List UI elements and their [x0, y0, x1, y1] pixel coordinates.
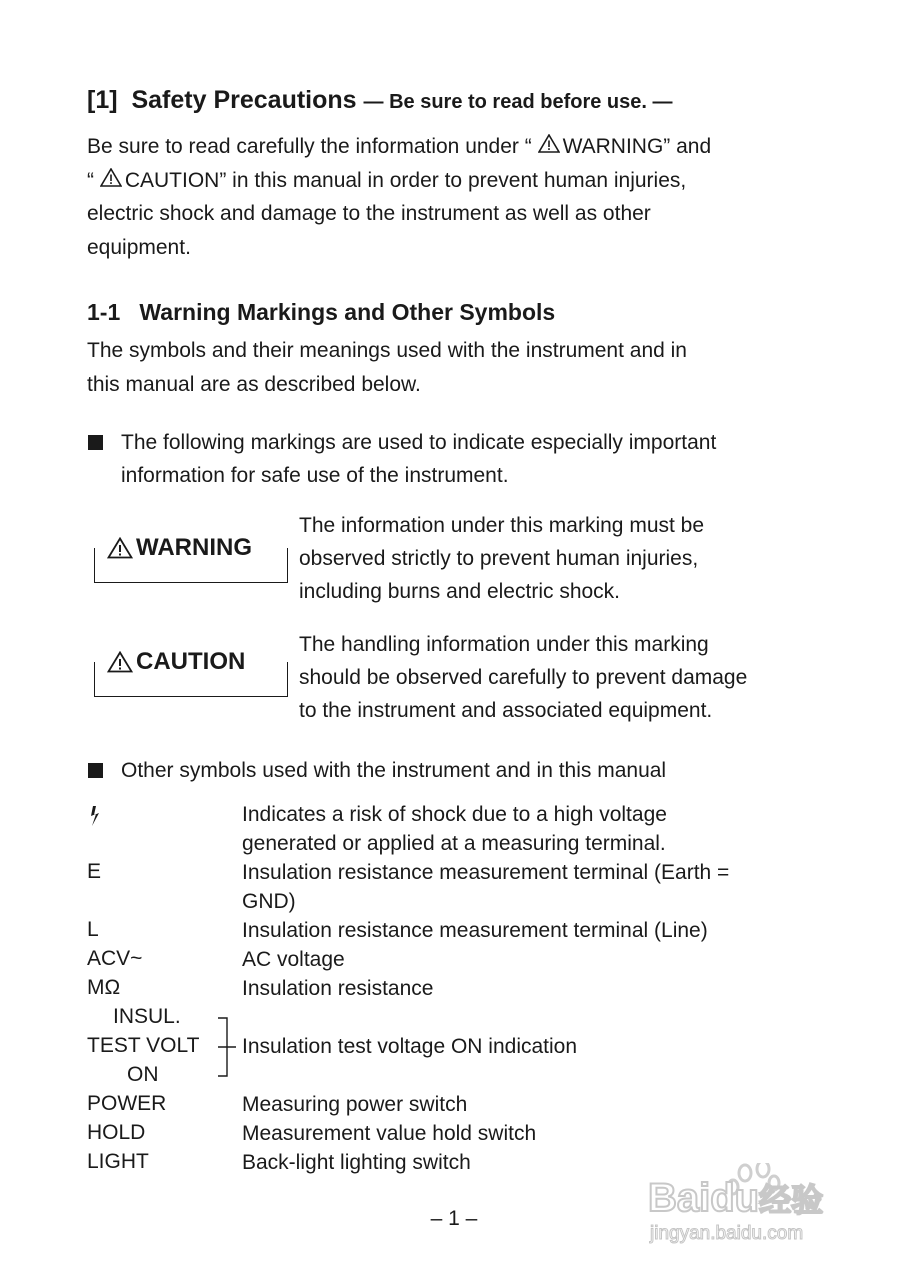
bullet-2-text: Other symbols used with the instrument and in this manual	[121, 759, 667, 782]
symbol-POWER: POWER	[87, 1092, 167, 1115]
symbol-E: E	[87, 860, 102, 883]
symbol-desc-LIGHT: Back-light lighting switch	[242, 1151, 471, 1174]
caution-description: The handling information under this marking should be observed carefully to prevent damage to the instrument and associated equipment.	[299, 633, 748, 722]
baidu-watermark	[648, 1163, 868, 1253]
heading-title: Safety Precautions	[131, 86, 357, 114]
symbol-MOhm: MΩ	[87, 976, 121, 999]
section-line-2: this manual are as described below.	[87, 372, 421, 396]
page-heading	[87, 86, 673, 115]
section-title: Warning Markings and Other Symbols	[139, 299, 556, 325]
caution-label: CAUTION	[104, 647, 248, 677]
symbol-desc-L: Insulation resistance measurement terminal (Line)	[242, 919, 708, 942]
symbol-desc-ACV: AC voltage	[242, 948, 345, 971]
bracket-icon	[214, 1015, 238, 1079]
lightning-icon	[88, 805, 102, 827]
symbol-desc-HOLD: Measurement value hold switch	[242, 1122, 537, 1145]
watermark-url: jingyan.baidu.com	[650, 1223, 804, 1244]
symbol-ACV: ACV~	[87, 947, 143, 970]
warning-label: WARNING	[104, 533, 255, 563]
section-number: 1-1	[87, 299, 121, 325]
section-heading	[87, 299, 555, 326]
heading-subtitle: — Be sure to read before use. —	[363, 91, 673, 113]
section-intro	[87, 334, 827, 401]
page-number: – 1 –	[430, 1207, 478, 1230]
heading-number: [1]	[87, 86, 118, 114]
intro-line-1: Be sure to read carefully the information under “ WARNING” and	[87, 135, 712, 158]
symbol-desc-shock: Indicates a risk of shock due to a high voltage generated or applied at a measuring terminal.	[242, 803, 667, 855]
section-line-1: The symbols and their meanings used with the instrument and in	[87, 339, 687, 362]
warning-description: The information under this marking must be observed strictly to prevent human injuries, including burns and electric shock.	[299, 514, 705, 603]
caution-triangle-icon	[107, 651, 133, 673]
symbol-desc-POWER: Measuring power switch	[242, 1093, 468, 1116]
symbol-insul: INSUL.	[113, 1005, 181, 1028]
intro-line-2: “ CAUTION” in this manual in order to prevent human injuries,	[87, 168, 687, 192]
bullet-1-text: The following markings are used to indicate especially important information for safe use of the instrument.	[121, 431, 717, 487]
intro-paragraph	[87, 130, 827, 264]
symbol-HOLD: HOLD	[87, 1121, 146, 1144]
warning-triangle-icon	[538, 134, 560, 153]
symbol-test-volt: TEST VOLT	[87, 1034, 200, 1057]
bullet-square-1	[88, 435, 103, 450]
watermark-brand: Baidu经验	[648, 1176, 824, 1220]
symbol-desc-E: Insulation resistance measurement terminal (Earth = GND)	[242, 861, 730, 913]
bullet-square-2	[88, 763, 103, 778]
symbol-desc-MOhm: Insulation resistance	[242, 977, 434, 1000]
symbol-desc-test-volt: Insulation test voltage ON indication	[242, 1035, 578, 1058]
symbol-L: L	[87, 918, 99, 941]
warning-triangle-icon	[107, 537, 133, 559]
intro-line-4: equipment.	[87, 235, 191, 259]
caution-triangle-icon	[100, 168, 122, 187]
symbol-LIGHT: LIGHT	[87, 1150, 149, 1173]
intro-line-3: electric shock and damage to the instrument as well as other	[87, 202, 651, 225]
symbol-on: ON	[127, 1063, 159, 1086]
